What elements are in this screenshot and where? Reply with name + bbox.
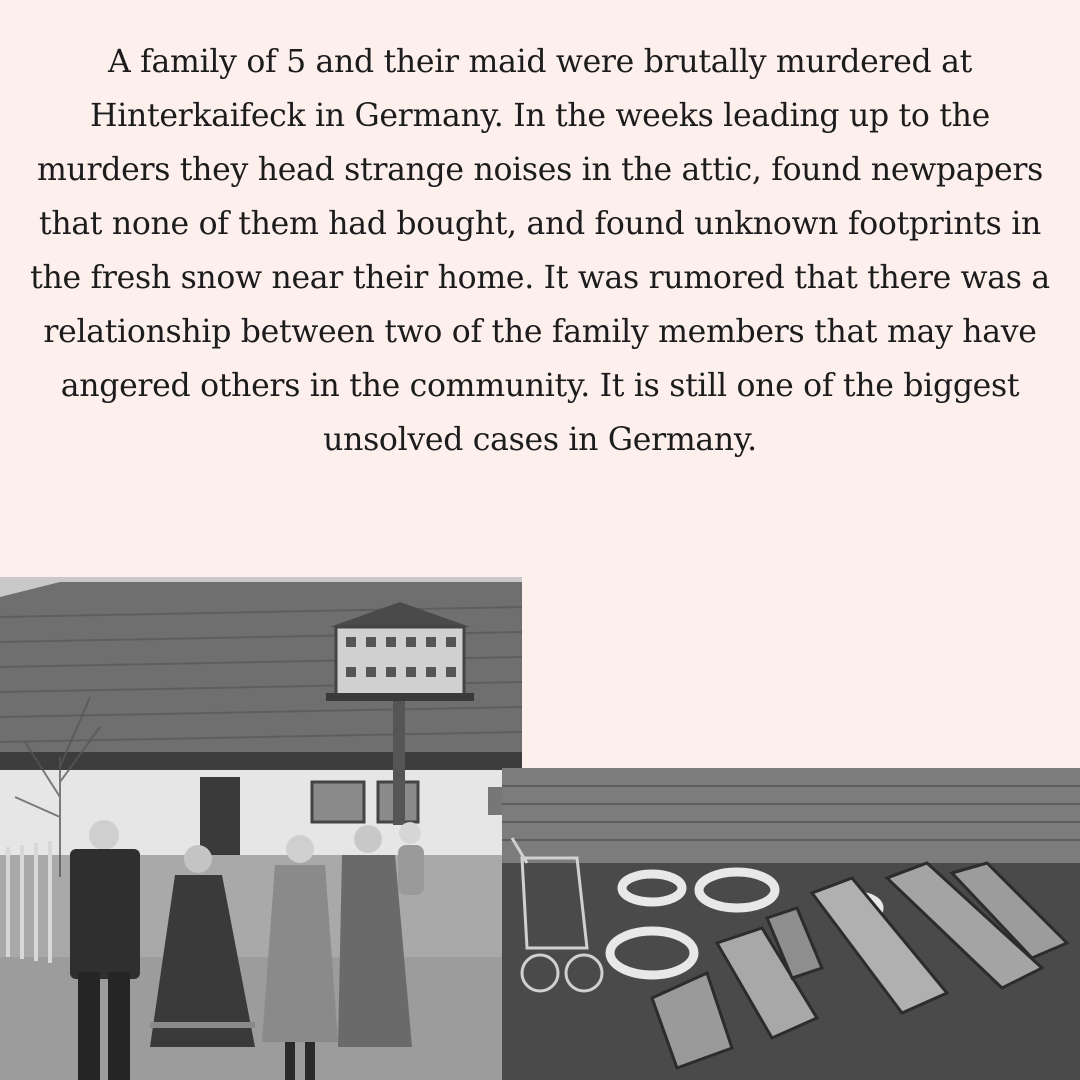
farmhouse-family-illustration <box>0 577 522 1080</box>
post-caption: A family of 5 and their maid were brutally murdered at Hinterkaifeck in Germany. In the weeks leading up to the murders they head strange noises in the attic, found newpapers that none of them had bought, and found unknown footprints in the fresh snow near their home. It was rumored that there was a relationship between two of the family members that may have angered others in the community. It is still one of the biggest unsolved cases in Germany. <box>30 44 1050 458</box>
coffins-illustration <box>502 768 1080 1080</box>
farmhouse-family-photo <box>0 577 522 1080</box>
coffins-photo <box>502 768 1080 1080</box>
